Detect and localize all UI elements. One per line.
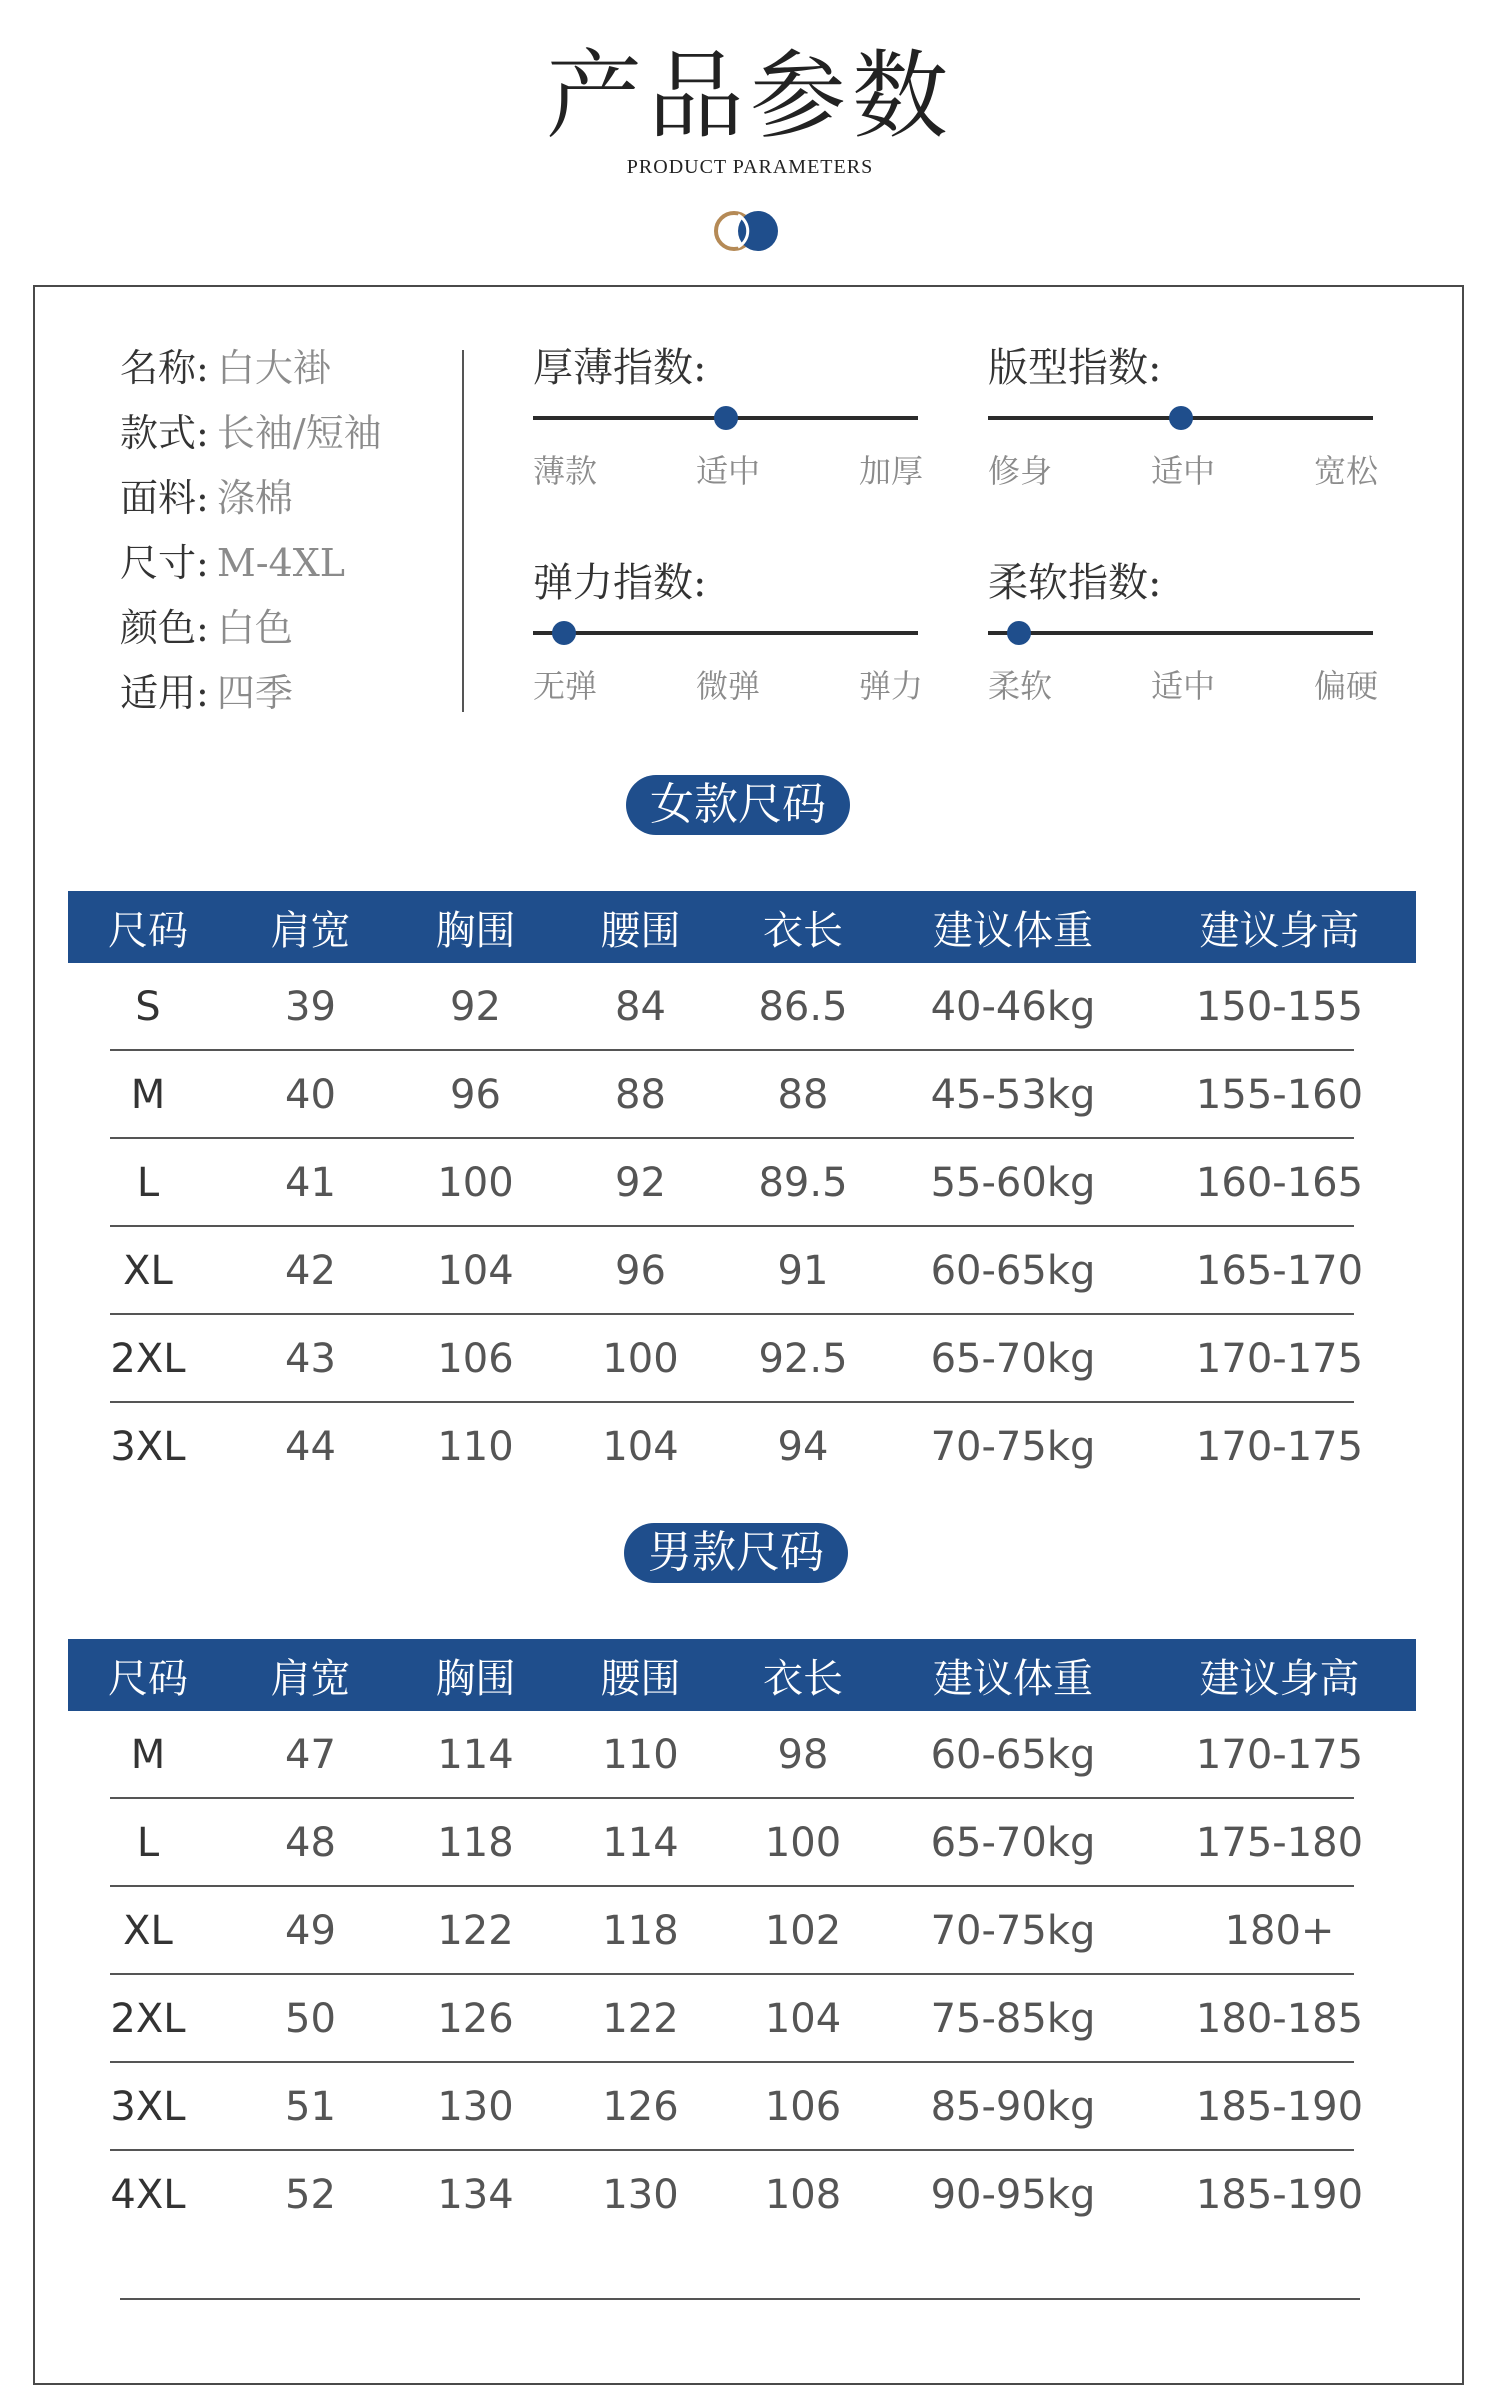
index-label-low: 薄款	[533, 452, 598, 490]
table-cell: 60-65kg	[930, 1732, 1096, 1778]
index-marker	[1007, 621, 1031, 645]
table-cell: 126	[602, 2084, 679, 2130]
table-cell: XL	[123, 1908, 173, 1954]
table-cell: 130	[602, 2172, 679, 2218]
table-row	[68, 1711, 1416, 1799]
table-cell: 185-190	[1195, 2172, 1364, 2218]
table-row	[68, 1315, 1416, 1403]
index-track	[533, 416, 918, 420]
page-header	[0, 0, 1500, 280]
women-size-table	[68, 891, 1416, 1491]
column-header: 建议身高	[1199, 907, 1360, 954]
index-label-mid: 适中	[695, 452, 760, 490]
table-cell: 88	[615, 1072, 666, 1118]
table-cell: 165-170	[1195, 1248, 1364, 1294]
table-cell: 92.5	[758, 1336, 848, 1382]
spec-label: 颜色:	[120, 606, 209, 650]
spec-row-color	[120, 598, 460, 663]
table-cell: 42	[285, 1248, 336, 1294]
vertical-divider	[462, 350, 464, 712]
table-cell: 180-185	[1195, 1996, 1364, 2042]
column-header: 腰围	[600, 907, 681, 954]
index-label-mid: 微弹	[695, 667, 760, 705]
table-row	[68, 1051, 1416, 1139]
table-cell: 39	[285, 984, 336, 1030]
table-cell: 44	[285, 1424, 336, 1470]
table-cell: 122	[437, 1908, 514, 1954]
table-cell: 89.5	[758, 1160, 848, 1206]
table-cell: 92	[450, 984, 501, 1030]
index-softness	[988, 553, 1378, 707]
index-labels	[533, 446, 923, 492]
table-cell: L	[136, 1160, 160, 1206]
table-cell: 70-75kg	[930, 1424, 1096, 1470]
table-cell: 98	[777, 1732, 829, 1778]
column-header: 衣长	[763, 907, 843, 954]
table-cell: 104	[602, 1424, 679, 1470]
index-label-mid: 适中	[1150, 452, 1215, 490]
table-cell: 40-46kg	[930, 984, 1096, 1030]
index-title: 厚薄指数:	[533, 345, 707, 391]
spec-row-name	[120, 338, 460, 403]
table-cell: 84	[615, 984, 666, 1030]
index-marker	[714, 406, 738, 430]
table-cell: 122	[602, 1996, 679, 2042]
table-cell: 41	[285, 1160, 336, 1206]
index-labels	[988, 661, 1378, 707]
index-label-high: 加厚	[858, 452, 923, 490]
column-header: 肩宽	[270, 907, 351, 954]
spec-label: 面料:	[120, 476, 209, 520]
table-cell: 170-175	[1195, 1336, 1364, 1382]
table-cell: XL	[123, 1248, 173, 1294]
index-title: 版型指数:	[988, 345, 1162, 391]
table-cell: 102	[764, 1908, 842, 1954]
index-title: 柔软指数:	[988, 560, 1162, 606]
index-track	[988, 416, 1373, 420]
spec-label: 尺寸:	[120, 541, 209, 585]
table-cell: 60-65kg	[930, 1248, 1096, 1294]
index-label-low: 无弹	[533, 667, 598, 705]
table-header	[68, 1639, 1416, 1711]
table-cell: 100	[437, 1160, 514, 1206]
table-cell: 118	[602, 1908, 679, 1954]
table-row	[68, 1139, 1416, 1227]
index-labels	[533, 661, 923, 707]
spec-value: 四季	[216, 671, 293, 715]
index-label-mid: 适中	[1150, 667, 1215, 705]
table-cell: 3XL	[110, 2084, 186, 2130]
table-cell: 175-180	[1195, 1820, 1364, 1866]
table-cell: 94	[777, 1424, 829, 1470]
table-cell: 92	[615, 1160, 666, 1206]
table-cell: 86.5	[758, 984, 848, 1030]
table-row	[68, 2063, 1416, 2151]
table-row	[68, 2151, 1416, 2239]
index-track	[988, 631, 1373, 635]
table-cell: 104	[437, 1248, 514, 1294]
table-cell: M	[130, 1732, 166, 1778]
table-cell: 130	[437, 2084, 514, 2130]
spec-row-style	[120, 403, 460, 468]
table-row	[68, 1403, 1416, 1491]
table-cell: 90-95kg	[930, 2172, 1096, 2218]
men-size-table	[68, 1639, 1416, 2239]
table-cell: 160-165	[1195, 1160, 1364, 1206]
table-cell: 110	[602, 1732, 679, 1778]
index-labels	[988, 446, 1378, 492]
table-header	[68, 891, 1416, 963]
page-subtitle: PRODUCT PARAMETERS	[626, 156, 874, 178]
table-cell: 106	[437, 1336, 514, 1382]
index-marker	[1169, 406, 1193, 430]
table-cell: 134	[437, 2172, 514, 2218]
table-cell: 40	[285, 1072, 336, 1118]
column-header: 衣长	[763, 1655, 843, 1702]
table-cell: 114	[437, 1732, 514, 1778]
table-cell: 70-75kg	[930, 1908, 1096, 1954]
table-cell: 100	[602, 1336, 679, 1382]
table-cell: 118	[437, 1820, 514, 1866]
table-cell: 150-155	[1195, 984, 1364, 1030]
table-cell: 88	[777, 1072, 829, 1118]
table-row	[68, 1975, 1416, 2063]
column-header: 尺码	[108, 907, 188, 954]
spec-value: 长袖/短袖	[216, 411, 382, 455]
table-cell: 50	[285, 1996, 336, 2042]
table-cell: 155-160	[1195, 1072, 1364, 1118]
index-title: 弹力指数:	[533, 560, 707, 606]
table-cell: L	[136, 1820, 160, 1866]
spec-list	[120, 338, 460, 728]
table-cell: 96	[450, 1072, 501, 1118]
table-cell: 96	[615, 1248, 666, 1294]
index-label-high: 偏硬	[1313, 667, 1378, 705]
column-header: 建议体重	[933, 1655, 1093, 1702]
spec-row-size	[120, 533, 460, 598]
table-cell: 2XL	[110, 1996, 186, 2042]
spec-row-season	[120, 663, 460, 728]
spec-value: M-4XL	[216, 541, 346, 585]
index-label-low: 修身	[988, 452, 1053, 490]
table-cell: 3XL	[110, 1424, 186, 1470]
column-header: 腰围	[600, 1655, 681, 1702]
spec-label: 款式:	[120, 411, 209, 455]
table-cell: 49	[285, 1908, 336, 1954]
index-thickness	[533, 338, 923, 492]
column-header: 胸围	[435, 1655, 516, 1702]
table-cell: 106	[764, 2084, 842, 2130]
column-header: 建议身高	[1199, 1655, 1360, 1702]
table-cell: 48	[285, 1820, 336, 1866]
spec-label: 名称:	[120, 346, 209, 390]
table-cell: 65-70kg	[930, 1336, 1096, 1382]
table-cell: 180+	[1224, 1908, 1335, 1954]
spec-row-fabric	[120, 468, 460, 533]
table-cell: 4XL	[110, 2172, 186, 2218]
table-cell: S	[135, 984, 161, 1030]
index-fit	[988, 338, 1378, 492]
table-cell: 108	[764, 2172, 842, 2218]
table-cell: 43	[285, 1336, 336, 1382]
bottom-divider	[120, 2298, 1360, 2300]
table-row	[68, 1227, 1416, 1315]
table-cell: 170-175	[1195, 1424, 1364, 1470]
table-cell: M	[130, 1072, 166, 1118]
page-title: 产品参数	[546, 40, 954, 152]
table-cell: 2XL	[110, 1336, 186, 1382]
spec-value: 涤棉	[216, 476, 293, 520]
spec-label: 适用:	[120, 671, 209, 715]
table-cell: 91	[777, 1248, 829, 1294]
table-cell: 85-90kg	[930, 2084, 1096, 2130]
index-elasticity	[533, 553, 923, 707]
spec-value: 白大褂	[216, 346, 331, 390]
table-cell: 100	[764, 1820, 842, 1866]
table-row	[68, 1887, 1416, 1975]
spec-value: 白色	[216, 606, 293, 650]
table-cell: 55-60kg	[930, 1160, 1096, 1206]
table-cell: 185-190	[1195, 2084, 1364, 2130]
table-row	[68, 1799, 1416, 1887]
table-row	[68, 963, 1416, 1051]
index-label-high: 弹力	[858, 667, 923, 705]
index-label-high: 宽松	[1313, 452, 1378, 490]
rings-icon	[708, 207, 786, 255]
column-header: 肩宽	[270, 1655, 351, 1702]
table-cell: 52	[285, 2172, 336, 2218]
column-header: 尺码	[108, 1655, 188, 1702]
table-cell: 65-70kg	[930, 1820, 1096, 1866]
table-cell: 51	[285, 2084, 336, 2130]
index-track	[533, 631, 918, 635]
table-cell: 126	[437, 1996, 514, 2042]
men-size-heading: 男款尺码	[624, 1523, 848, 1583]
table-cell: 104	[764, 1996, 842, 2042]
table-cell: 170-175	[1195, 1732, 1364, 1778]
column-header: 胸围	[435, 907, 516, 954]
table-cell: 45-53kg	[930, 1072, 1096, 1118]
table-cell: 110	[437, 1424, 514, 1470]
table-cell: 75-85kg	[930, 1996, 1096, 2042]
women-size-heading: 女款尺码	[626, 775, 850, 835]
table-cell: 47	[285, 1732, 336, 1778]
index-label-low: 柔软	[988, 667, 1053, 705]
table-cell: 114	[602, 1820, 679, 1866]
column-header: 建议体重	[933, 907, 1093, 954]
index-marker	[552, 621, 576, 645]
